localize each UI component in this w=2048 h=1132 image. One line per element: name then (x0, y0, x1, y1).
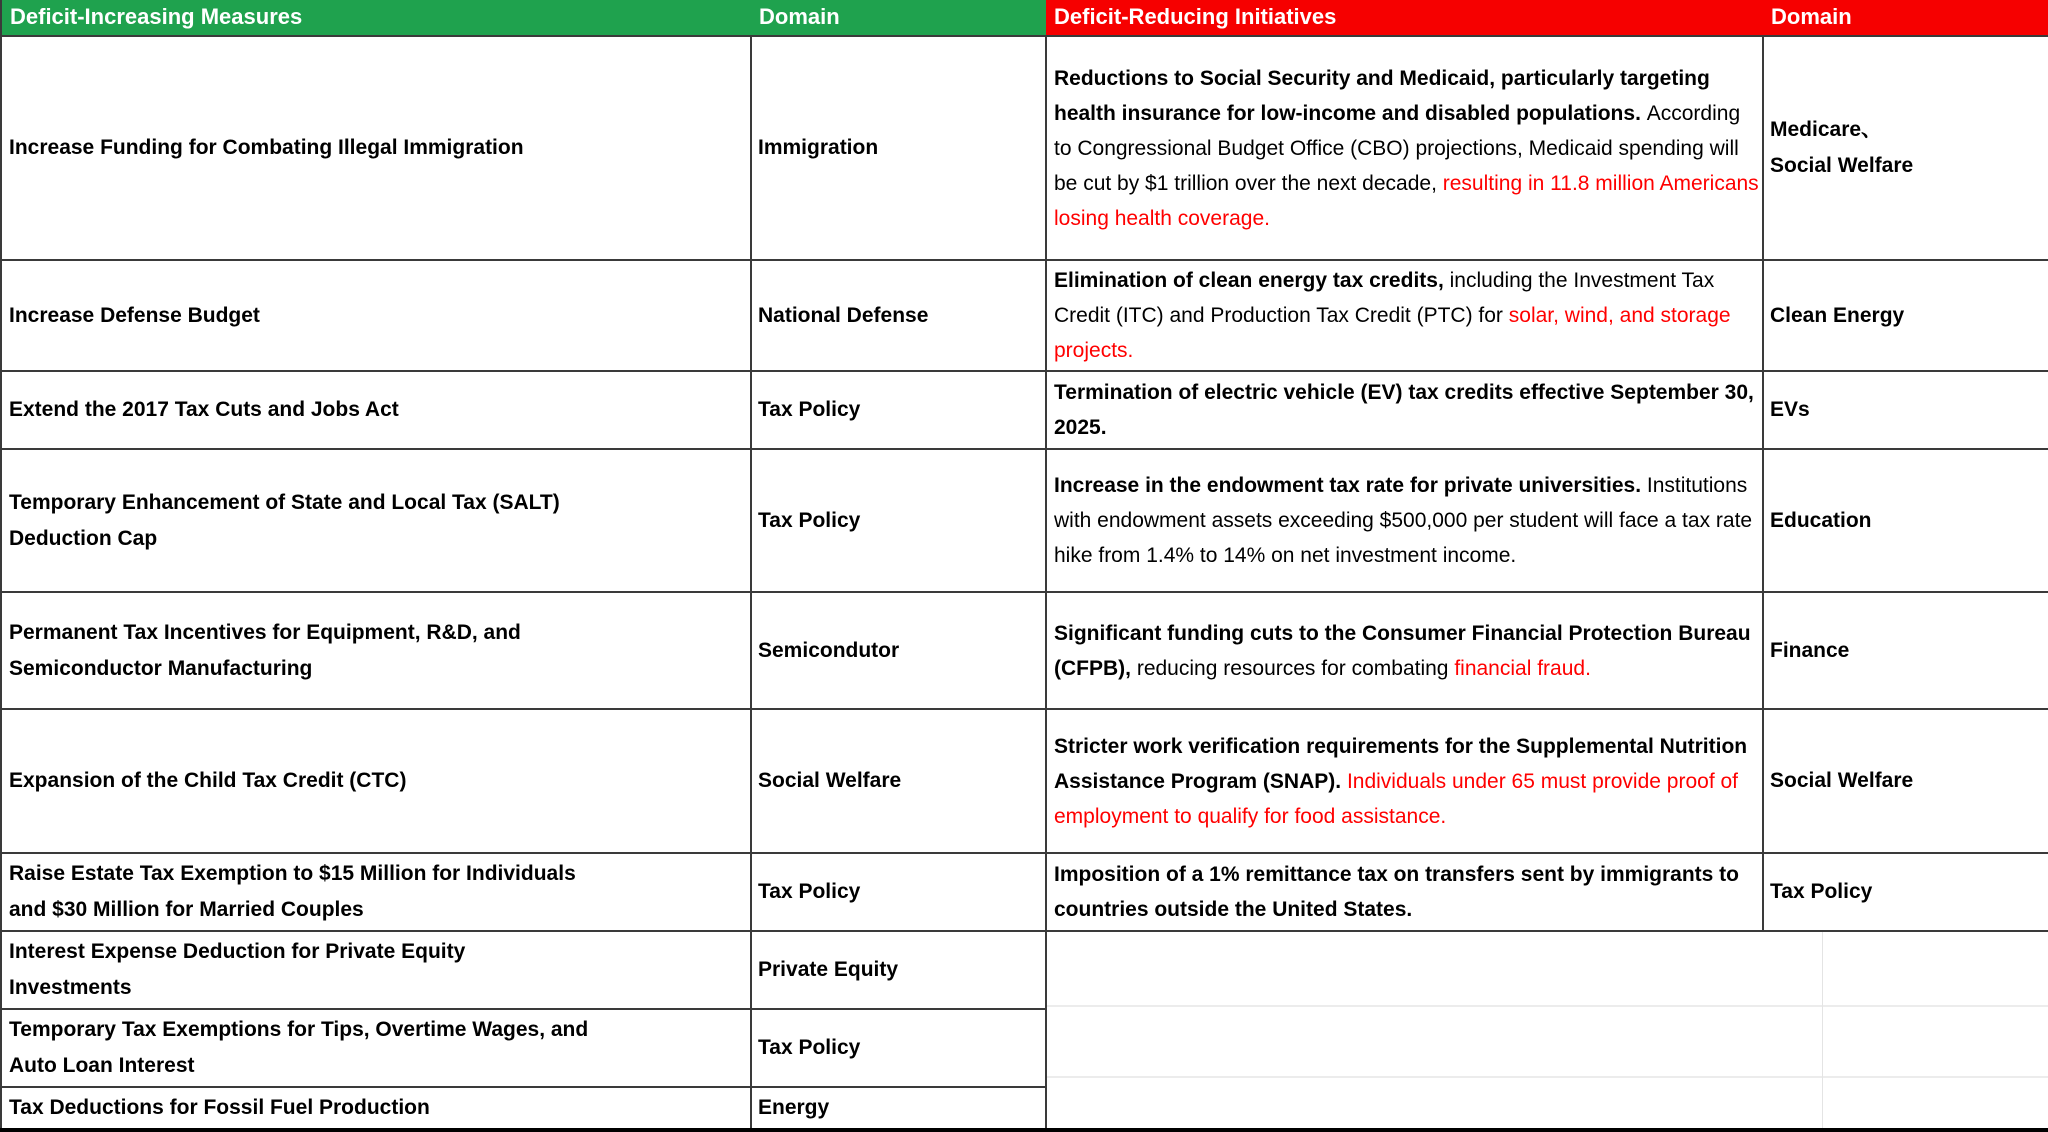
initiative-domain-line1: Clean Energy (1770, 303, 1905, 327)
table-row (1, 592, 2048, 709)
faint-gridline-horizontal (1047, 1076, 2048, 1078)
measure-cell: Expansion of the Child Tax Credit (CTC) (1, 709, 751, 853)
measure-cell: Extend the 2017 Tax Cuts and Jobs Act (1, 371, 751, 449)
initiative-cell (1046, 709, 1763, 853)
measure-cell: Raise Estate Tax Exemption to $15 Million for Individuals and $30 Million for Married Couples (1, 853, 751, 931)
initiative-normal-text: reducing resources for combating (1136, 656, 1455, 680)
initiative-domain-cell (1763, 371, 2048, 449)
measure-domain-cell: Tax Policy (751, 1009, 1046, 1087)
measure-domain-cell: Semicondutor (751, 592, 1046, 709)
initiative-bold-text: Reductions to Social Security and Medicaid, particularly targeting health insurance for low-income and disabled populations. (1054, 66, 1710, 125)
initiative-domain-line1: Finance (1770, 638, 1850, 662)
measure-cell: Increase Defense Budget (1, 260, 751, 371)
initiative-cell (1046, 449, 1763, 592)
measure-domain-cell: Social Welfare (751, 709, 1046, 853)
initiative-domain-cell (1763, 592, 2048, 709)
table-header (1, 0, 2048, 36)
measure-cell: Permanent Tax Incentives for Equipment, R&D, and Semiconductor Manufacturing (1, 592, 751, 709)
initiative-domain-line1: Medicare、 (1770, 118, 1883, 141)
initiative-domain-line2: Social Welfare (1770, 154, 1914, 177)
table-row (1, 36, 2048, 260)
table-row (1, 371, 2048, 449)
measure-domain-cell: Energy (751, 1087, 1046, 1130)
header-deficit-increasing-measures: Deficit-Increasing Measures (1, 0, 751, 36)
initiative-bold-text: Termination of electric vehicle (EV) tax credits effective September 30, 2025. (1054, 381, 1754, 439)
faint-gridline-vertical (1822, 932, 1823, 1128)
initiative-cell (1046, 371, 1763, 449)
initiative-normal-text: According to Congressional Budget Office (CBO) projections, Medicaid spending will be cut by $1 trillion over the next decade, (1054, 101, 1741, 195)
initiative-bold-text: Increase in the endowment tax rate for private universities. (1054, 474, 1647, 497)
measure-domain-cell: Tax Policy (751, 371, 1046, 449)
measure-domain-cell: Tax Policy (751, 853, 1046, 931)
empty-initiative-region (1046, 931, 2048, 1130)
faint-gridline-horizontal (1047, 1005, 2048, 1007)
initiative-bold-text: Elimination of clean energy tax credits, (1054, 269, 1450, 292)
initiative-red-text: solar, wind, and storage projects. (1054, 304, 1731, 362)
initiative-red-text: Individuals under 65 must provide proof of employment to qualify for food assistance. (1054, 769, 1739, 828)
initiative-cell (1046, 260, 1763, 371)
initiative-domain-line1: Social Welfare (1770, 769, 1914, 792)
initiative-cell (1046, 36, 1763, 260)
initiative-normal-text: Institutions with endowment assets exceeding $500,000 per student will face a tax rate hike from 1.4% to 14% on net investment income. (1054, 474, 1753, 567)
initiative-domain-cell (1763, 709, 2048, 853)
initiative-domain-line1: Tax Policy (1770, 880, 1873, 903)
measure-cell: Temporary Enhancement of State and Local Tax (SALT) Deduction Cap (1, 449, 751, 592)
measure-domain-cell: Private Equity (751, 931, 1046, 1009)
initiative-cell (1046, 592, 1763, 709)
measure-domain-cell: Immigration (751, 36, 1046, 260)
table-row (1, 260, 2048, 371)
header-domain-left: Domain (751, 0, 1046, 36)
initiative-cell (1046, 853, 1763, 931)
initiative-domain-line1: EVs (1770, 398, 1810, 421)
initiative-bold-text: Significant funding cuts to the Consumer Financial Protection Bureau (CFPB), (1054, 621, 1751, 680)
initiative-domain-cell (1763, 449, 2048, 592)
header-deficit-reducing-initiatives: Deficit-Reducing Initiatives (1046, 0, 1763, 36)
measure-domain-cell: National Defense (751, 260, 1046, 371)
measure-cell: Increase Funding for Combating Illegal Immigration (1, 36, 751, 260)
measure-domain-cell: Tax Policy (751, 449, 1046, 592)
table-row (1, 449, 2048, 592)
initiative-domain-cell (1763, 260, 2048, 371)
initiative-domain-cell (1763, 36, 2048, 260)
initiative-normal-text: including the Investment Tax Credit (ITC) and Production Tax Credit (PTC) for (1054, 269, 1715, 327)
initiative-bold-text: Stricter work verification requirements for the Supplemental Nutrition Assistance Program (SNAP). (1054, 734, 1748, 793)
initiative-red-text: resulting in 11.8 million Americans losing health coverage. (1054, 171, 1759, 230)
initiative-bold-text: Imposition of a 1% remittance tax on transfers sent by immigrants to countries outside the United States. (1054, 863, 1739, 921)
initiative-domain-line1: Education (1770, 508, 1872, 532)
table-row (1, 853, 2048, 931)
initiative-red-text: financial fraud. (1454, 656, 1591, 680)
initiative-domain-cell (1763, 853, 2048, 931)
measure-cell: Tax Deductions for Fossil Fuel Production (1, 1087, 751, 1130)
table-row (1, 709, 2048, 853)
measure-cell: Interest Expense Deduction for Private Equity Investments (1, 931, 751, 1009)
header-domain-right: Domain (1763, 0, 2048, 36)
measure-cell: Temporary Tax Exemptions for Tips, Overtime Wages, and Auto Loan Interest (1, 1009, 751, 1087)
table-row (1, 931, 2048, 1009)
